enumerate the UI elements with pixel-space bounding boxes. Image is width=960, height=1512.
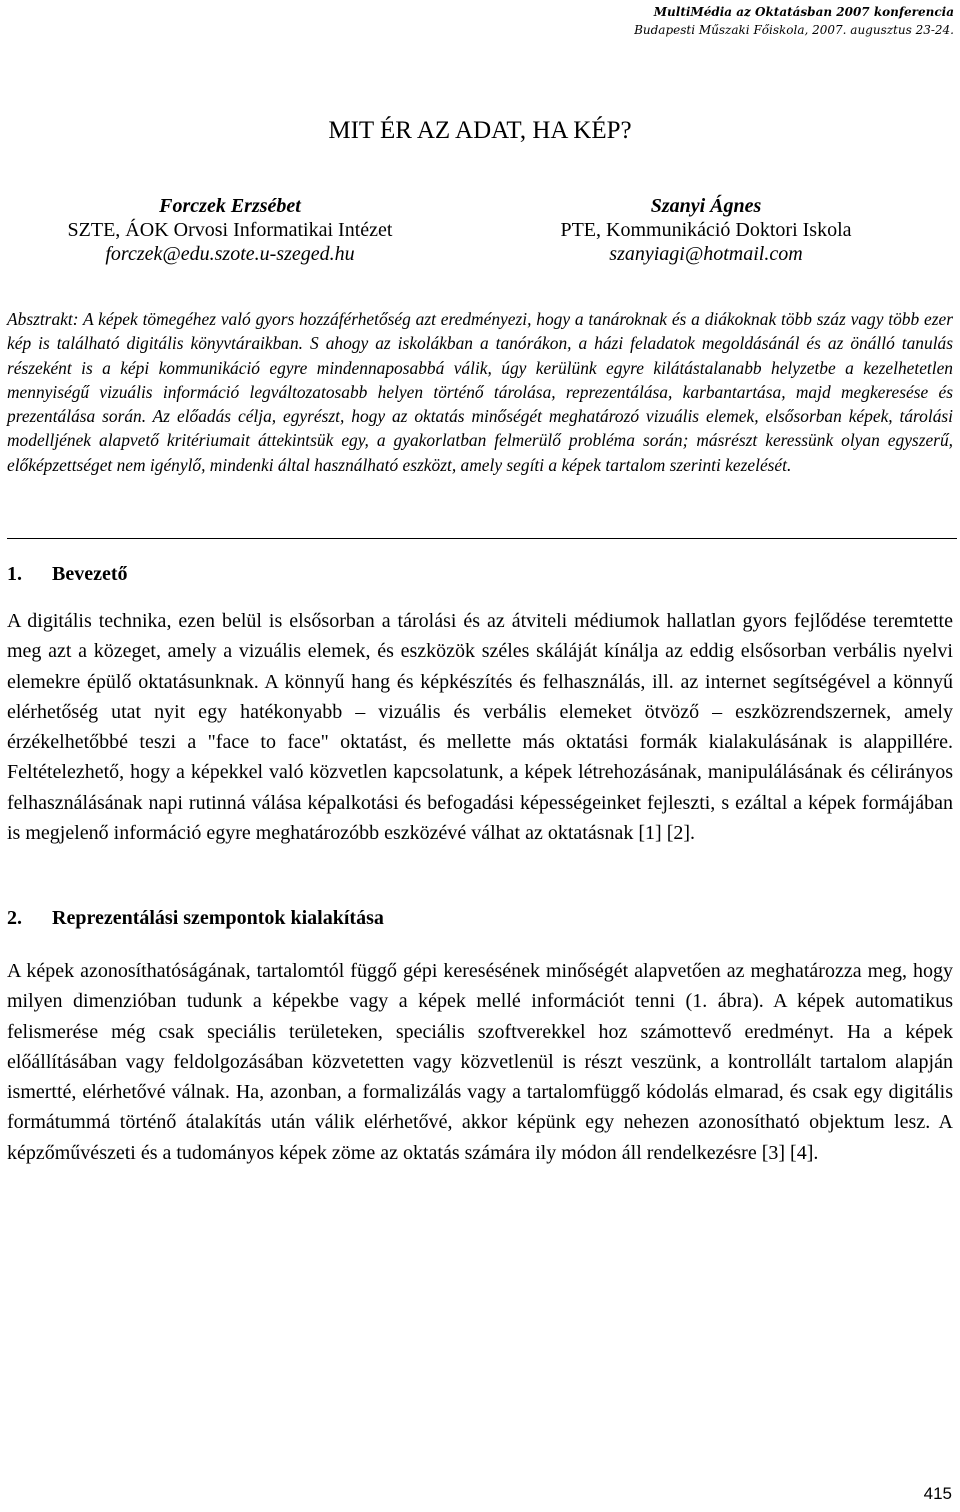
section-number: 2. — [7, 907, 22, 929]
abstract: Absztrakt: A képek tömegéhez való gyors hozzáférhetőség azt eredményezi, hogy a tanároknak és a diákoknak több száz vagy több ezer kép is található digitális könyvtáraikban. S ahogy az iskolákban a tanórákon, a házi feladatok megoldásánál és az önálló tanulás részeként is a képi kommunikáció egyre mindennaposabbá válik, úgy kerülünk egyre kilátástalanabb helyzetbe a kezelhetetlen mennyiségű vizuális információ legváltozatosabb helyen történő tárolása, reprezentálása, karbantartása, majd megkeresése és prezentálása során. Az előadás célja, egyrészt, hogy az oktatás minőségét meghatározó vizuális elemek, elsősorban képek, tárolási modelljének alapvető kritériumait áttekintsük egy, a gyakorlatban felmerülő probléma során; másrészt keressünk olyan egyszerű, előképzettséget nem igénylő, mindenki által használható eszközt, amely segíti a képek tartalom szerinti kezelését. — [7, 309, 953, 475]
section-2-paragraph: A képek azonosíthatóságának, tartalomtól függő gépi keresésének minőségét alapvetően az meghatározza meg, hogy milyen dimenzióban tudunk a képekbe vagy a képek mellé információt tenni (1. ábra). A képek automatikus felismerése még csak speciális területeken, speciális szoftverekkel hoz számottevő eredményt. Ha a képek előállításában vagy feldolgozásában közvetetten vagy közvetlenül is részt veszünk, a kontrollált tartalom alapján ismertté, elérhetővé válnak. Ha, azonban, a formalizálás vagy a tartalomfüggő kódolás elmarad, és csak egy digitális formátummá történő átalakítás után válik elérhetővé, akkor képünk egy nehezen azonosítható objektum lesz. A képzőművészeti és a tudományos képek zöme az oktatás számára ily módon áll rendelkezésre [3] [4]. — [7, 960, 953, 1164]
section-heading-2 — [7, 906, 384, 930]
conference-name: MultiMédia az Oktatásban 2007 konferencia — [653, 5, 954, 19]
author-block-1 — [0, 194, 460, 266]
abstract-divider — [7, 538, 957, 539]
section-title: Reprezentálási szempontok kialakítása — [52, 907, 384, 929]
conference-venue: Budapesti Műszaki Főiskola, 2007. augusztus 23-24. — [634, 23, 954, 37]
author-email: szanyiagi@hotmail.com — [609, 243, 803, 265]
section-number: 1. — [7, 563, 22, 585]
author-institution: SZTE, ÁOK Orvosi Informatikai Intézet — [67, 219, 393, 241]
section-1-paragraph: A digitális technika, ezen belül is elsősorban a tárolási és az átviteli médiumok hallatlan gyors fejlődése teremtette meg azt a közeget, amely a vizuális elemek, és eszközök széles skáláját kínálja az eddig elsősorban verbális nyelvi elemekre épülő oktatásunknak. A könnyű hang és képkészítés és felhasználás, ill. az internet segítségével a könnyű elérhetőség utat nyit egy hatékonyabb – vizuális és verbális elemeket ötvöző – eszközrendszernek, amely érzékelhetőbbé teszi a "face to face" oktatást, és mellette más oktatási formák kialakulásának is alappillére. Feltételezhető, hogy a képekkel való közvetlen kapcsolatunk, a képek létrehozásának, manipulálásának és célirányos felhasználásának napi rutinná válása képalkotási és befogadási képességeinket fejleszti, s ezáltal a képek formájában is megjelenő információ egyre meghatározóbb eszközévé válhat az oktatásnak [1] [2]. — [7, 610, 953, 845]
paper-title: MIT ÉR AZ ADAT, HA KÉP? — [328, 117, 632, 144]
author-block-2 — [476, 194, 936, 266]
conference-header — [634, 3, 954, 39]
author-institution: PTE, Kommunikáció Doktori Iskola — [560, 219, 852, 241]
author-email: forczek@edu.szote.u-szeged.hu — [105, 243, 355, 265]
author-name: Forczek Erzsébet — [159, 195, 301, 217]
author-name: Szanyi Ágnes — [650, 195, 762, 217]
page-number: 415 — [923, 1484, 952, 1503]
section-heading-1 — [7, 562, 128, 586]
section-title: Bevezető — [52, 563, 128, 585]
